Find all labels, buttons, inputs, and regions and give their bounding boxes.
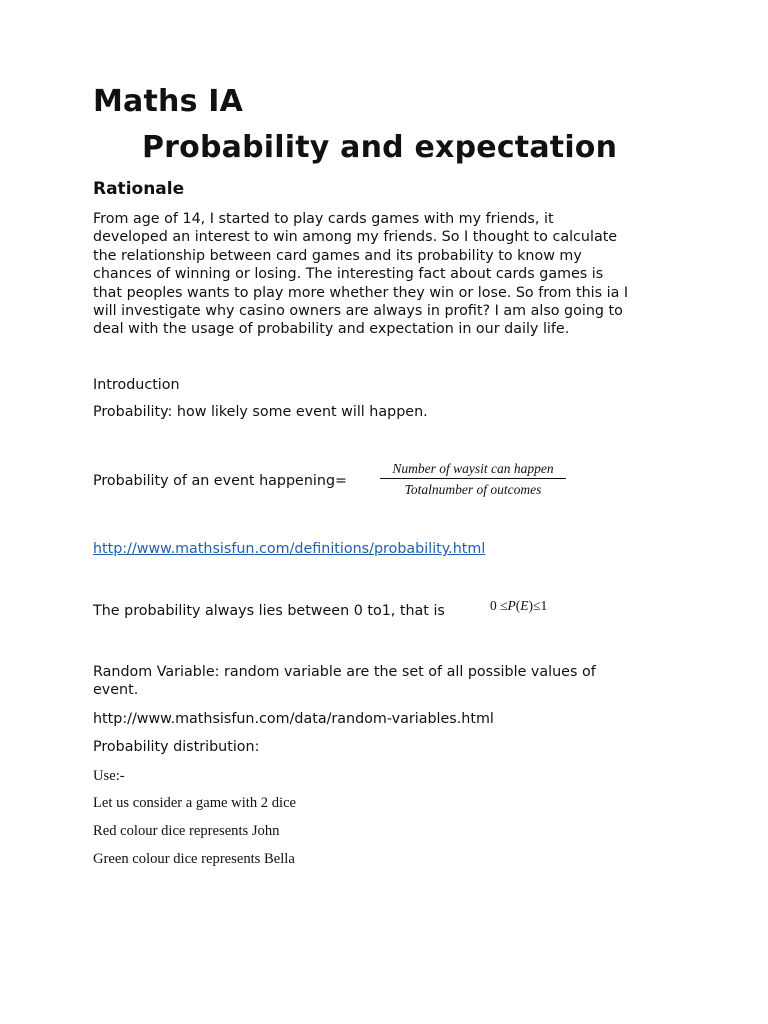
fraction-bar — [380, 478, 566, 479]
rationale-line: deal with the usage of probability and expectation in our daily life. — [93, 321, 570, 338]
introduction-heading: Introduction — [93, 377, 180, 393]
document-subtitle: Probability and expectation — [142, 130, 618, 165]
probability-distribution-heading: Probability distribution: — [93, 739, 260, 755]
probability-definition-link[interactable]: http://www.mathsisfun.com/definitions/probability.html — [93, 541, 486, 557]
rationale-line: will investigate why casino owners are always in profit? I am also going to — [93, 303, 623, 320]
document-title: Maths IA — [93, 84, 244, 119]
use-line: Red colour dice represents John — [93, 823, 280, 839]
rationale-line: developed an interest to win among my friends. So I thought to calculate — [93, 229, 618, 246]
use-line: Green colour dice represents Bella — [93, 851, 295, 867]
probability-definition: Probability: how likely some event will happen. — [93, 404, 428, 420]
inequality-right: ≤1 — [533, 598, 548, 613]
fraction-numerator: Number of waysit can happen — [392, 461, 554, 476]
fraction-denominator: Totalnumber of outcomes — [404, 482, 542, 497]
inequality-open: ( — [515, 598, 521, 613]
probability-fraction — [378, 460, 568, 498]
rationale-line: the relationship between card games and its probability to know my — [93, 247, 582, 264]
use-line: Let us consider a game with 2 dice — [93, 795, 297, 811]
probability-range-formula — [490, 598, 547, 614]
inequality-left: 0 ≤ — [490, 598, 508, 613]
random-variable-line-2: event. — [93, 682, 139, 698]
inequality-p: P — [507, 598, 516, 613]
probability-range-text: The probability always lies between 0 to1, that is — [93, 603, 445, 619]
inequality-e: E — [520, 598, 529, 613]
rationale-paragraph — [93, 210, 683, 339]
rationale-line: that peoples wants to play more whether they win or lose. So from this ia I — [93, 284, 629, 301]
formula-label: Probability of an event happening= — [93, 473, 347, 489]
rationale-line: From age of 14, I started to play cards games with my friends, it — [93, 211, 554, 227]
rationale-heading: Rationale — [93, 179, 185, 199]
random-variable-line-1: Random Variable: random variable are the set of all possible values of — [93, 664, 596, 680]
random-variables-link[interactable]: http://www.mathsisfun.com/data/random-variables.html — [93, 711, 494, 727]
rationale-line: chances of winning or losing. The interesting fact about cards games is — [93, 266, 604, 283]
inequality-close: ) — [528, 598, 534, 613]
use-label: Use:- — [93, 768, 125, 784]
